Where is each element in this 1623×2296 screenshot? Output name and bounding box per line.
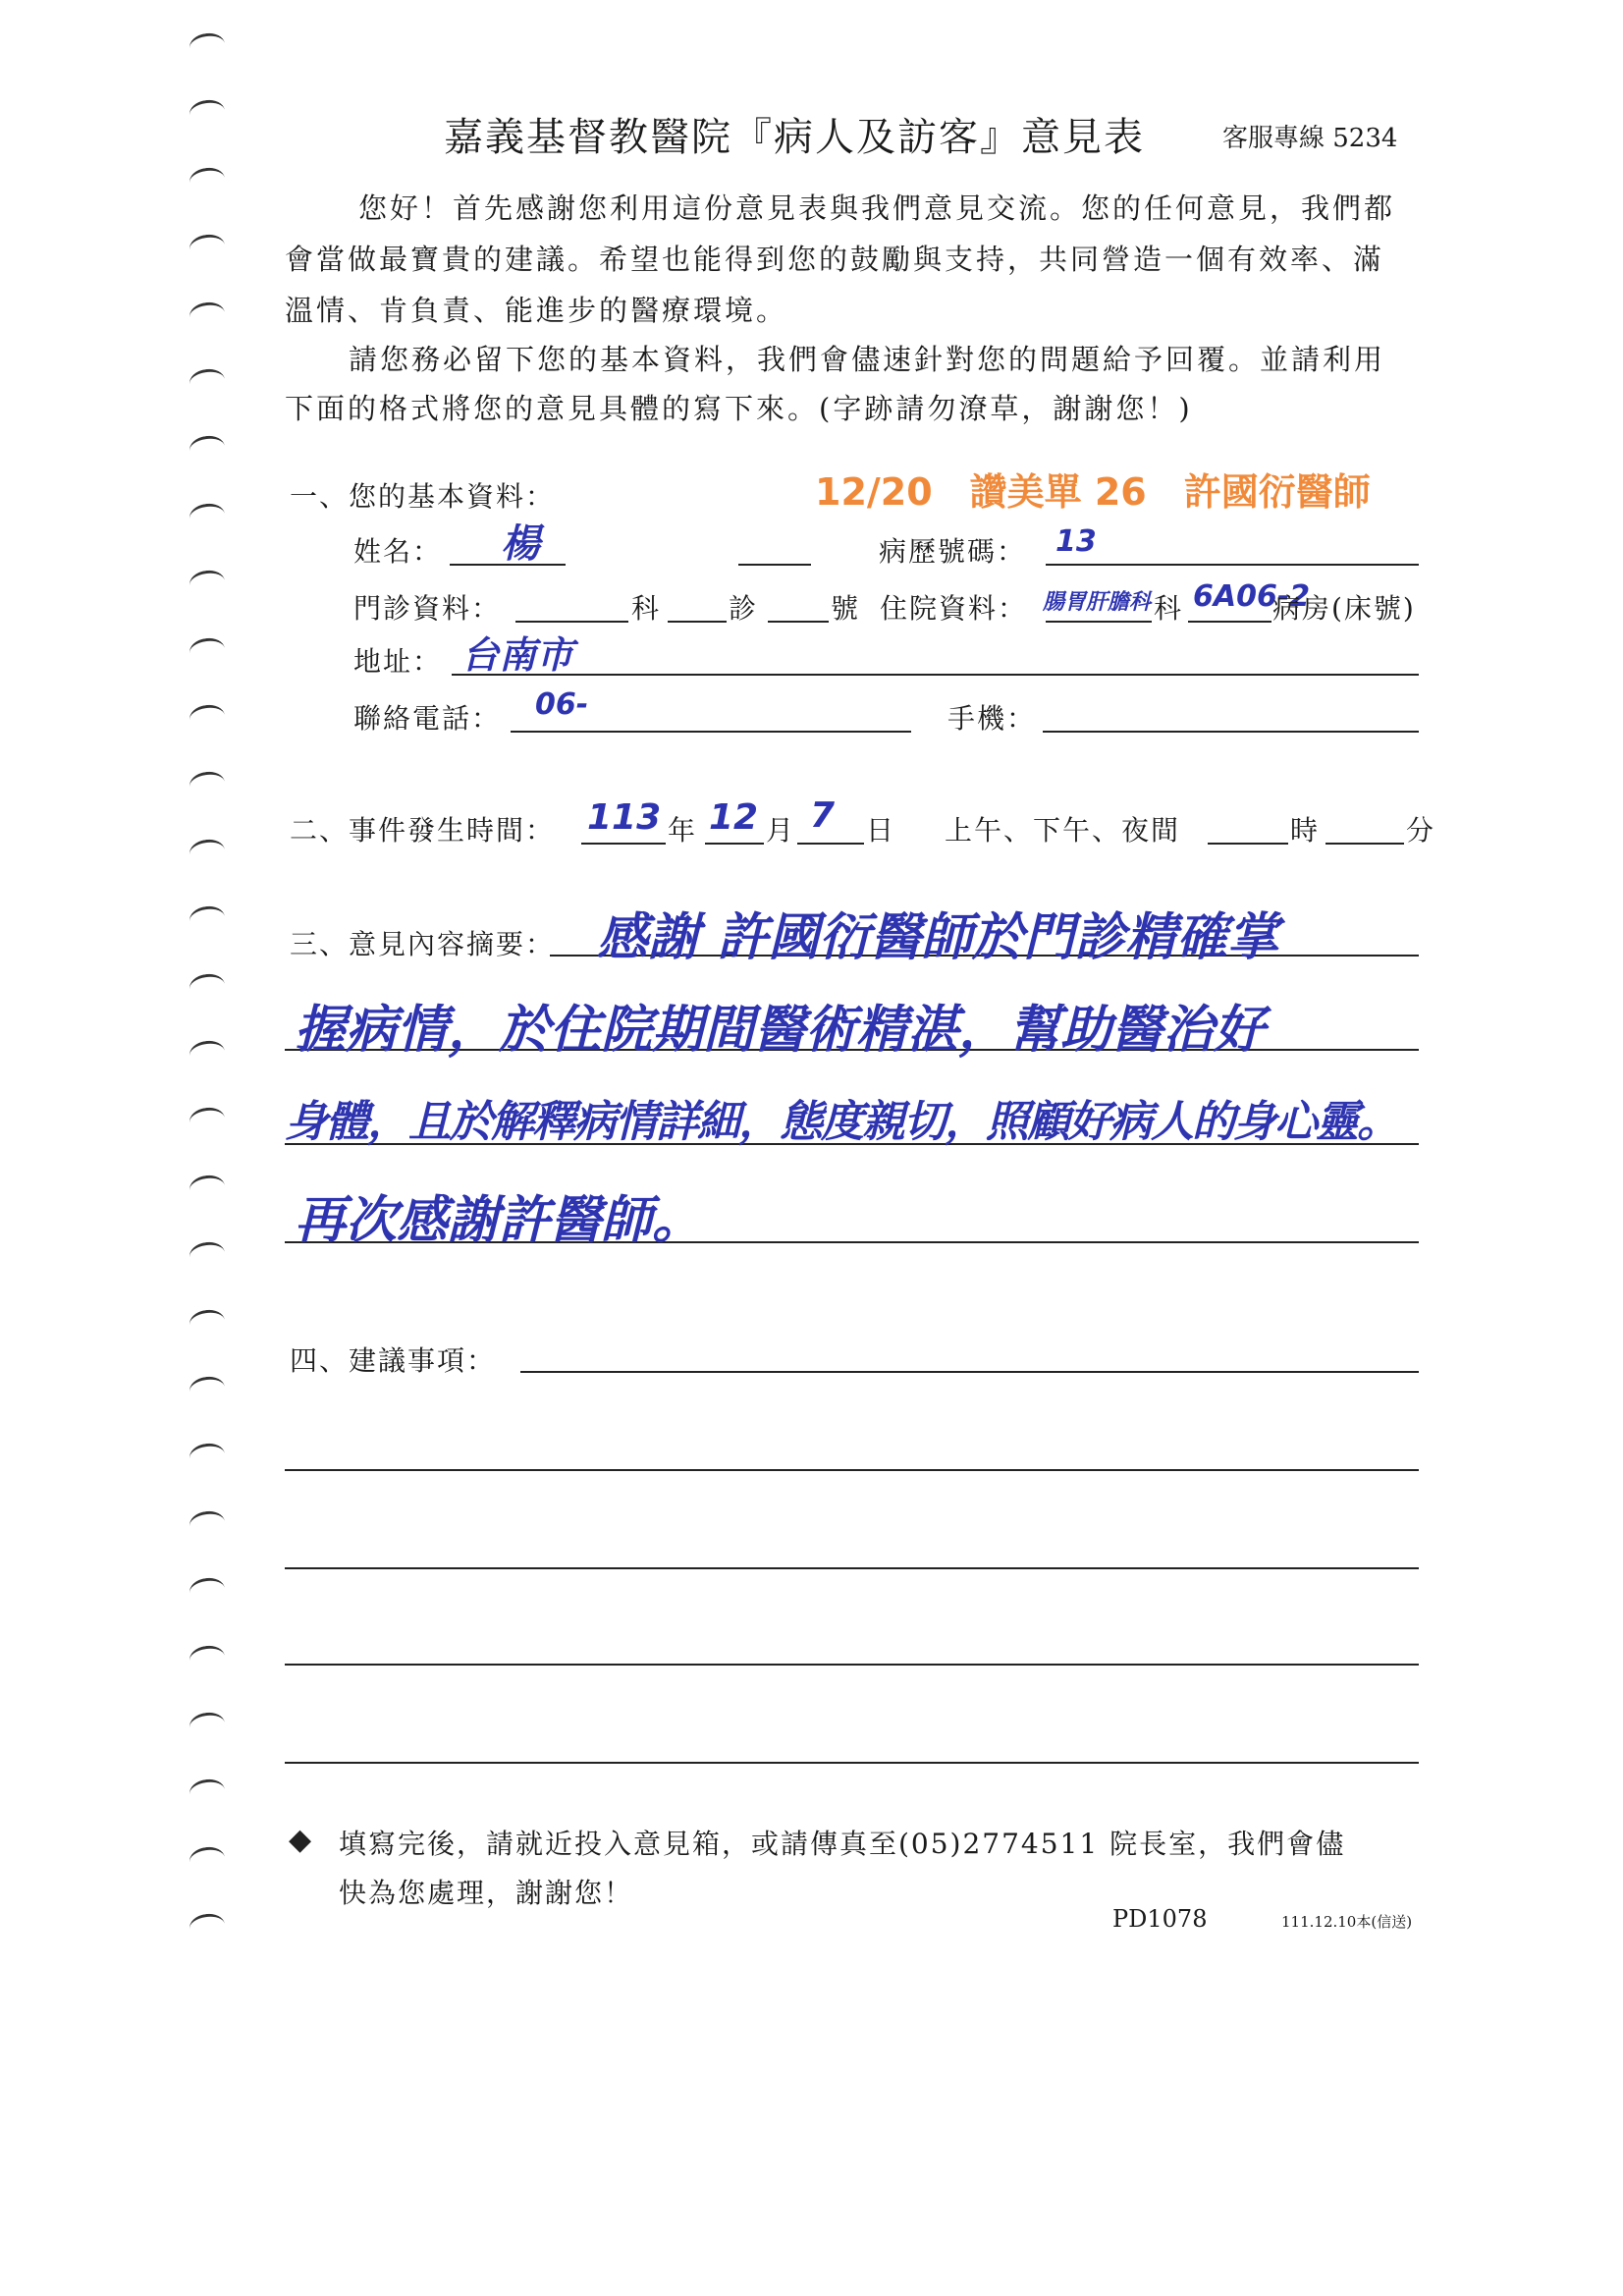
phone-value: 06- [535,687,589,722]
phone-label: 聯絡電話： [353,702,502,735]
day-value: 7 [810,795,836,836]
form-version: 111.12.10本(信送) [1281,1913,1413,1931]
intro-line-3: 溫情、肯負責、能進步的醫療環境。 [285,294,788,327]
room-underline [1188,621,1271,623]
month-underline [705,843,764,845]
binder-ring-icon [188,501,226,530]
binder-ring-icon [188,1643,226,1672]
hour-label: 時 [1290,814,1321,847]
year-underline [581,843,666,845]
binder-ring-icon [188,1039,226,1068]
binder-ring-icon [188,770,226,799]
binder-ring-icon [188,1240,226,1270]
hour-underline [1208,843,1288,845]
binder-ring-icon [188,98,226,128]
minute-underline [1325,843,1404,845]
binder-ring-icon [188,703,226,733]
form-title: 嘉義基督教醫院『病人及訪客』意見表 [444,115,1145,160]
binder-ring-icon [188,367,226,397]
praise-stamp: 12/20 讚美單 26 許國衍醫師 [815,470,1371,514]
month-value: 12 [709,797,759,838]
footer-line-2: 快為您處理，謝謝您！ [339,1877,634,1909]
clinic-visit-underline [668,621,727,623]
address-label: 地址： [353,645,443,678]
section1-heading: 一、您的基本資料： [290,480,556,513]
binder-ring-icon [188,1508,226,1538]
address-value: 台南市 [461,633,574,677]
clinic-dept-underline [515,621,628,623]
binder-ring-icon [188,165,226,194]
clinic-dept-label: 科 [631,592,662,625]
suggestion-line-5 [285,1762,1419,1764]
opinion-text-1: 感謝 許國衍醫師於門診精確掌 [597,908,1279,967]
clinic-num-label: 號 [831,592,861,625]
binder-ring-icon [188,1173,226,1202]
section2-heading: 二、事件發生時間： [290,814,556,847]
binder-ring-icon [188,837,226,866]
mobile-label: 手機： [947,702,1037,735]
binder-ring-icon [188,1711,226,1740]
inpatient-dept-underline [1046,621,1152,623]
clinic-visit-label: 診 [729,592,759,625]
clinic-label: 門診資料： [353,592,502,625]
opinion-text-4: 再次感謝許醫師。 [295,1191,704,1250]
year-label: 年 [668,814,698,847]
binder-ring-icon [188,1442,226,1471]
binder-ring-icon [188,1106,226,1135]
record-label: 病歷號碼： [879,535,1027,568]
binder-ring-icon [188,434,226,464]
binder-ring-icon [188,1375,226,1404]
form-code: PD1078 [1112,1905,1208,1933]
name-value: 楊 [501,521,540,567]
binder-ring-icon [188,1912,226,1941]
day-label: 日 [866,814,896,847]
opinion-text-3: 身體，且於解釋病情詳細，態度親切，照顧好病人的身心靈。 [285,1097,1398,1147]
inpatient-label: 住院資料： [880,592,1028,625]
intro-line-5: 下面的格式將您的意見具體的寫下來。(字跡請勿潦草，謝謝您！) [285,392,1193,425]
binder-ring-icon [188,1777,226,1807]
suggestion-line-3 [285,1567,1419,1569]
binder-ring-icon [188,904,226,934]
section4-heading: 四、建議事項： [290,1344,497,1377]
mobile-underline [1043,731,1419,733]
year-value: 113 [587,797,662,838]
name-label: 姓名： [353,535,443,568]
intro-line-1: 您好！首先感謝您利用這份意見表與我們意見交流。您的任何意見，我們都 [358,191,1396,225]
binder-ring-icon [188,971,226,1001]
period-text: 上午、下午、夜間 [945,814,1181,847]
footer-line-1: 填寫完後，請就近投入意見箱，或請傳真至(05)2774511 院長室，我們會儘 [339,1828,1346,1860]
room-value: 6A06-2 [1193,579,1311,614]
diamond-bullet-icon: ◆ [289,1823,312,1857]
record-value: 13 [1055,524,1097,559]
intro-line-4: 請您務必留下您的基本資料，我們會儘速針對您的問題給予回覆。並請利用 [349,343,1386,376]
address-underline [452,674,1419,676]
phone-underline [511,731,911,733]
binder-ring-icon [188,1576,226,1606]
name-underline-2 [738,564,811,566]
opinion-text-2: 握病情，於住院期間醫術精湛，幫助醫治好 [295,1001,1266,1060]
day-underline [797,843,864,845]
month-label: 月 [766,814,796,847]
binder-ring-icon [188,31,226,61]
binder-ring-icon [188,233,226,262]
inpatient-dept-value: 腸胃肝膽科 [1043,590,1152,615]
binder-ring-icon [188,1844,226,1874]
binder-ring-icon [188,569,226,598]
hotline-text: 客服專線 5234 [1222,124,1398,153]
inpatient-dept-suffix: 科 [1154,592,1184,625]
minute-label: 分 [1406,814,1436,847]
suggestion-line-4 [285,1664,1419,1666]
clinic-num-underline [768,621,829,623]
section3-heading: 三、意見內容摘要： [290,928,556,960]
intro-line-2: 會當做最寶貴的建議。希望也能得到您的鼓勵與支持，共同營造一個有效率、滿 [285,243,1385,276]
binder-ring-icon [188,635,226,665]
room-suffix: 病房(床號) [1272,592,1416,625]
suggestion-line-2 [285,1469,1419,1471]
record-underline [1046,564,1419,566]
suggestion-line-1 [520,1371,1419,1373]
binder-ring-icon [188,1307,226,1337]
binder-ring-icon [188,300,226,329]
